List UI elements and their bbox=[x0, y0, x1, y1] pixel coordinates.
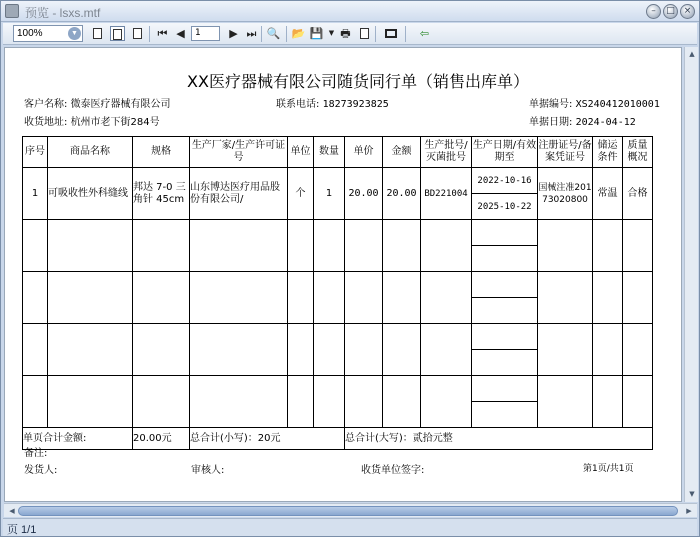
customer-value: 微泰医疗器械有限公司 bbox=[70, 99, 171, 110]
table-row bbox=[23, 168, 653, 220]
cell-name: 可吸收性外科缝线 bbox=[48, 168, 133, 220]
scroll-down-icon[interactable]: ▼ bbox=[689, 490, 695, 498]
header-amount: 金额 bbox=[383, 137, 421, 168]
header-dates: 生产日期/有效期至 bbox=[472, 137, 538, 168]
docno-label: 单据编号: bbox=[529, 99, 573, 110]
separator bbox=[286, 26, 287, 42]
zoom-select[interactable] bbox=[13, 25, 83, 42]
zoom-value: 100% bbox=[17, 28, 43, 39]
cell-storage: 常温 bbox=[593, 168, 623, 220]
print-icon[interactable]: 🖶 bbox=[340, 27, 351, 40]
date-value: 2024-04-12 bbox=[575, 117, 636, 128]
table-row bbox=[23, 272, 653, 324]
cell-amount: 20.00 bbox=[383, 168, 421, 220]
fullscreen-icon bbox=[385, 29, 397, 38]
save-dropdown-icon[interactable]: ▼ bbox=[328, 29, 335, 37]
cell-dates bbox=[472, 168, 538, 220]
separator bbox=[405, 26, 406, 42]
next-page-button[interactable]: ▶ bbox=[229, 27, 238, 40]
last-page-button[interactable]: ⏭ bbox=[246, 27, 257, 40]
phone-field bbox=[276, 95, 389, 110]
header-price: 单价 bbox=[345, 137, 383, 168]
exit-icon[interactable]: ⇦ bbox=[419, 27, 430, 40]
cell-spec: 邦达 7-0 三角针 45cm bbox=[133, 168, 190, 220]
pages-icon bbox=[113, 29, 122, 40]
header-spec: 规格 bbox=[133, 137, 190, 168]
cell-price: 20.00 bbox=[345, 168, 383, 220]
cell-prod-date: 2022-10-16 bbox=[477, 175, 532, 186]
page-width-icon bbox=[133, 28, 142, 39]
vertical-scrollbar[interactable] bbox=[684, 47, 698, 502]
header-qty: 数量 bbox=[314, 137, 345, 168]
separator bbox=[375, 26, 376, 42]
table-row bbox=[23, 220, 653, 272]
save-icon[interactable]: 💾 bbox=[309, 27, 324, 40]
table-row bbox=[23, 376, 653, 428]
two-page-button[interactable] bbox=[110, 26, 125, 41]
minimize-button[interactable]: – bbox=[646, 4, 661, 19]
separator bbox=[149, 26, 150, 42]
reviewer-label: 审核人: bbox=[191, 465, 225, 476]
docno-value: XS240412010001 bbox=[575, 99, 660, 110]
horizontal-scrollbar[interactable] bbox=[4, 503, 697, 517]
header-quality: 质量概况 bbox=[623, 137, 653, 168]
cell-seq: 1 bbox=[23, 168, 48, 220]
header-batch: 生产批号/灭菌批号 bbox=[421, 137, 472, 168]
cell-expiry: 2025-10-22 bbox=[472, 193, 537, 219]
address-field bbox=[24, 113, 160, 128]
toolbar bbox=[3, 23, 697, 45]
phone-label: 联系电话: bbox=[276, 99, 320, 110]
status-page: 页 1/1 bbox=[7, 524, 37, 536]
scroll-left-icon[interactable]: ◀ bbox=[9, 507, 15, 515]
page-number-input[interactable]: 1 bbox=[191, 26, 220, 41]
header-reg: 注册证号/备案凭证号 bbox=[538, 137, 593, 168]
scroll-up-icon[interactable]: ▲ bbox=[689, 50, 695, 58]
page-setup-icon bbox=[360, 28, 369, 39]
date-label: 单据日期: bbox=[529, 117, 573, 128]
cell-unit: 个 bbox=[288, 168, 314, 220]
cell-reg-no: 国械注准20173020800 bbox=[538, 168, 593, 220]
header-storage: 储运条件 bbox=[593, 137, 623, 168]
header-maker: 生产厂家/生产许可证号 bbox=[190, 137, 288, 168]
cell-quality: 合格 bbox=[623, 168, 653, 220]
page-total-value: 20.00元 bbox=[133, 428, 190, 450]
scroll-right-icon[interactable]: ▶ bbox=[686, 507, 692, 515]
close-button[interactable]: × bbox=[680, 4, 695, 19]
header-name: 商品名称 bbox=[48, 137, 133, 168]
chevron-down-icon[interactable]: ▼ bbox=[68, 27, 81, 40]
docno-field bbox=[529, 95, 660, 110]
customer-field bbox=[24, 95, 171, 110]
remarks-label: 备注: bbox=[24, 448, 48, 459]
maximize-button[interactable]: □ bbox=[663, 4, 678, 19]
address-value: 杭州市老下街284号 bbox=[70, 117, 160, 128]
receiver-label: 收货单位签字: bbox=[361, 465, 425, 476]
customer-label: 客户名称: bbox=[24, 99, 68, 110]
horizontal-scroll-thumb[interactable] bbox=[18, 506, 678, 516]
header-seq: 序号 bbox=[23, 137, 48, 168]
items-table bbox=[22, 136, 653, 450]
date-field bbox=[529, 113, 636, 128]
total-big: 总合计(大写)：贰拾元整 bbox=[345, 428, 653, 450]
fullscreen-button[interactable] bbox=[383, 26, 398, 41]
zoom-magnifier-icon[interactable]: 🔍 bbox=[266, 27, 281, 40]
cell-qty: 1 bbox=[314, 168, 345, 220]
single-page-button[interactable] bbox=[90, 26, 105, 41]
address-label: 收货地址: bbox=[24, 117, 68, 128]
prev-page-button[interactable]: ◀ bbox=[176, 27, 185, 40]
totals-row bbox=[23, 428, 653, 450]
total-small: 总合计(小写)：20元 bbox=[190, 428, 345, 450]
status-bar bbox=[3, 518, 697, 536]
page-total-label: 单页合计金额: bbox=[23, 428, 133, 450]
cell-batch: BD221004 bbox=[421, 168, 472, 220]
open-folder-icon[interactable]: 📂 bbox=[291, 27, 306, 40]
page-setup-button[interactable] bbox=[357, 26, 372, 41]
table-header-row bbox=[23, 137, 653, 168]
header-unit: 单位 bbox=[288, 137, 314, 168]
title-bar bbox=[1, 1, 699, 22]
page-icon bbox=[93, 28, 102, 39]
app-icon bbox=[5, 4, 19, 18]
shipper-label: 发货人: bbox=[24, 465, 58, 476]
page-info: 第1页/共1页 bbox=[583, 464, 634, 474]
window-title: 预览 - lsxs.mtf bbox=[25, 6, 101, 20]
table-row bbox=[23, 324, 653, 376]
page-width-button[interactable] bbox=[130, 26, 145, 41]
first-page-button[interactable]: ⏮ bbox=[157, 27, 168, 40]
document-title: XX医疗器械有限公司随货同行单（销售出库单） bbox=[187, 72, 529, 91]
cell-maker: 山东博达医疗用品股份有限公司/ bbox=[190, 168, 288, 220]
separator bbox=[261, 26, 262, 42]
phone-value: 18273923825 bbox=[322, 99, 389, 110]
